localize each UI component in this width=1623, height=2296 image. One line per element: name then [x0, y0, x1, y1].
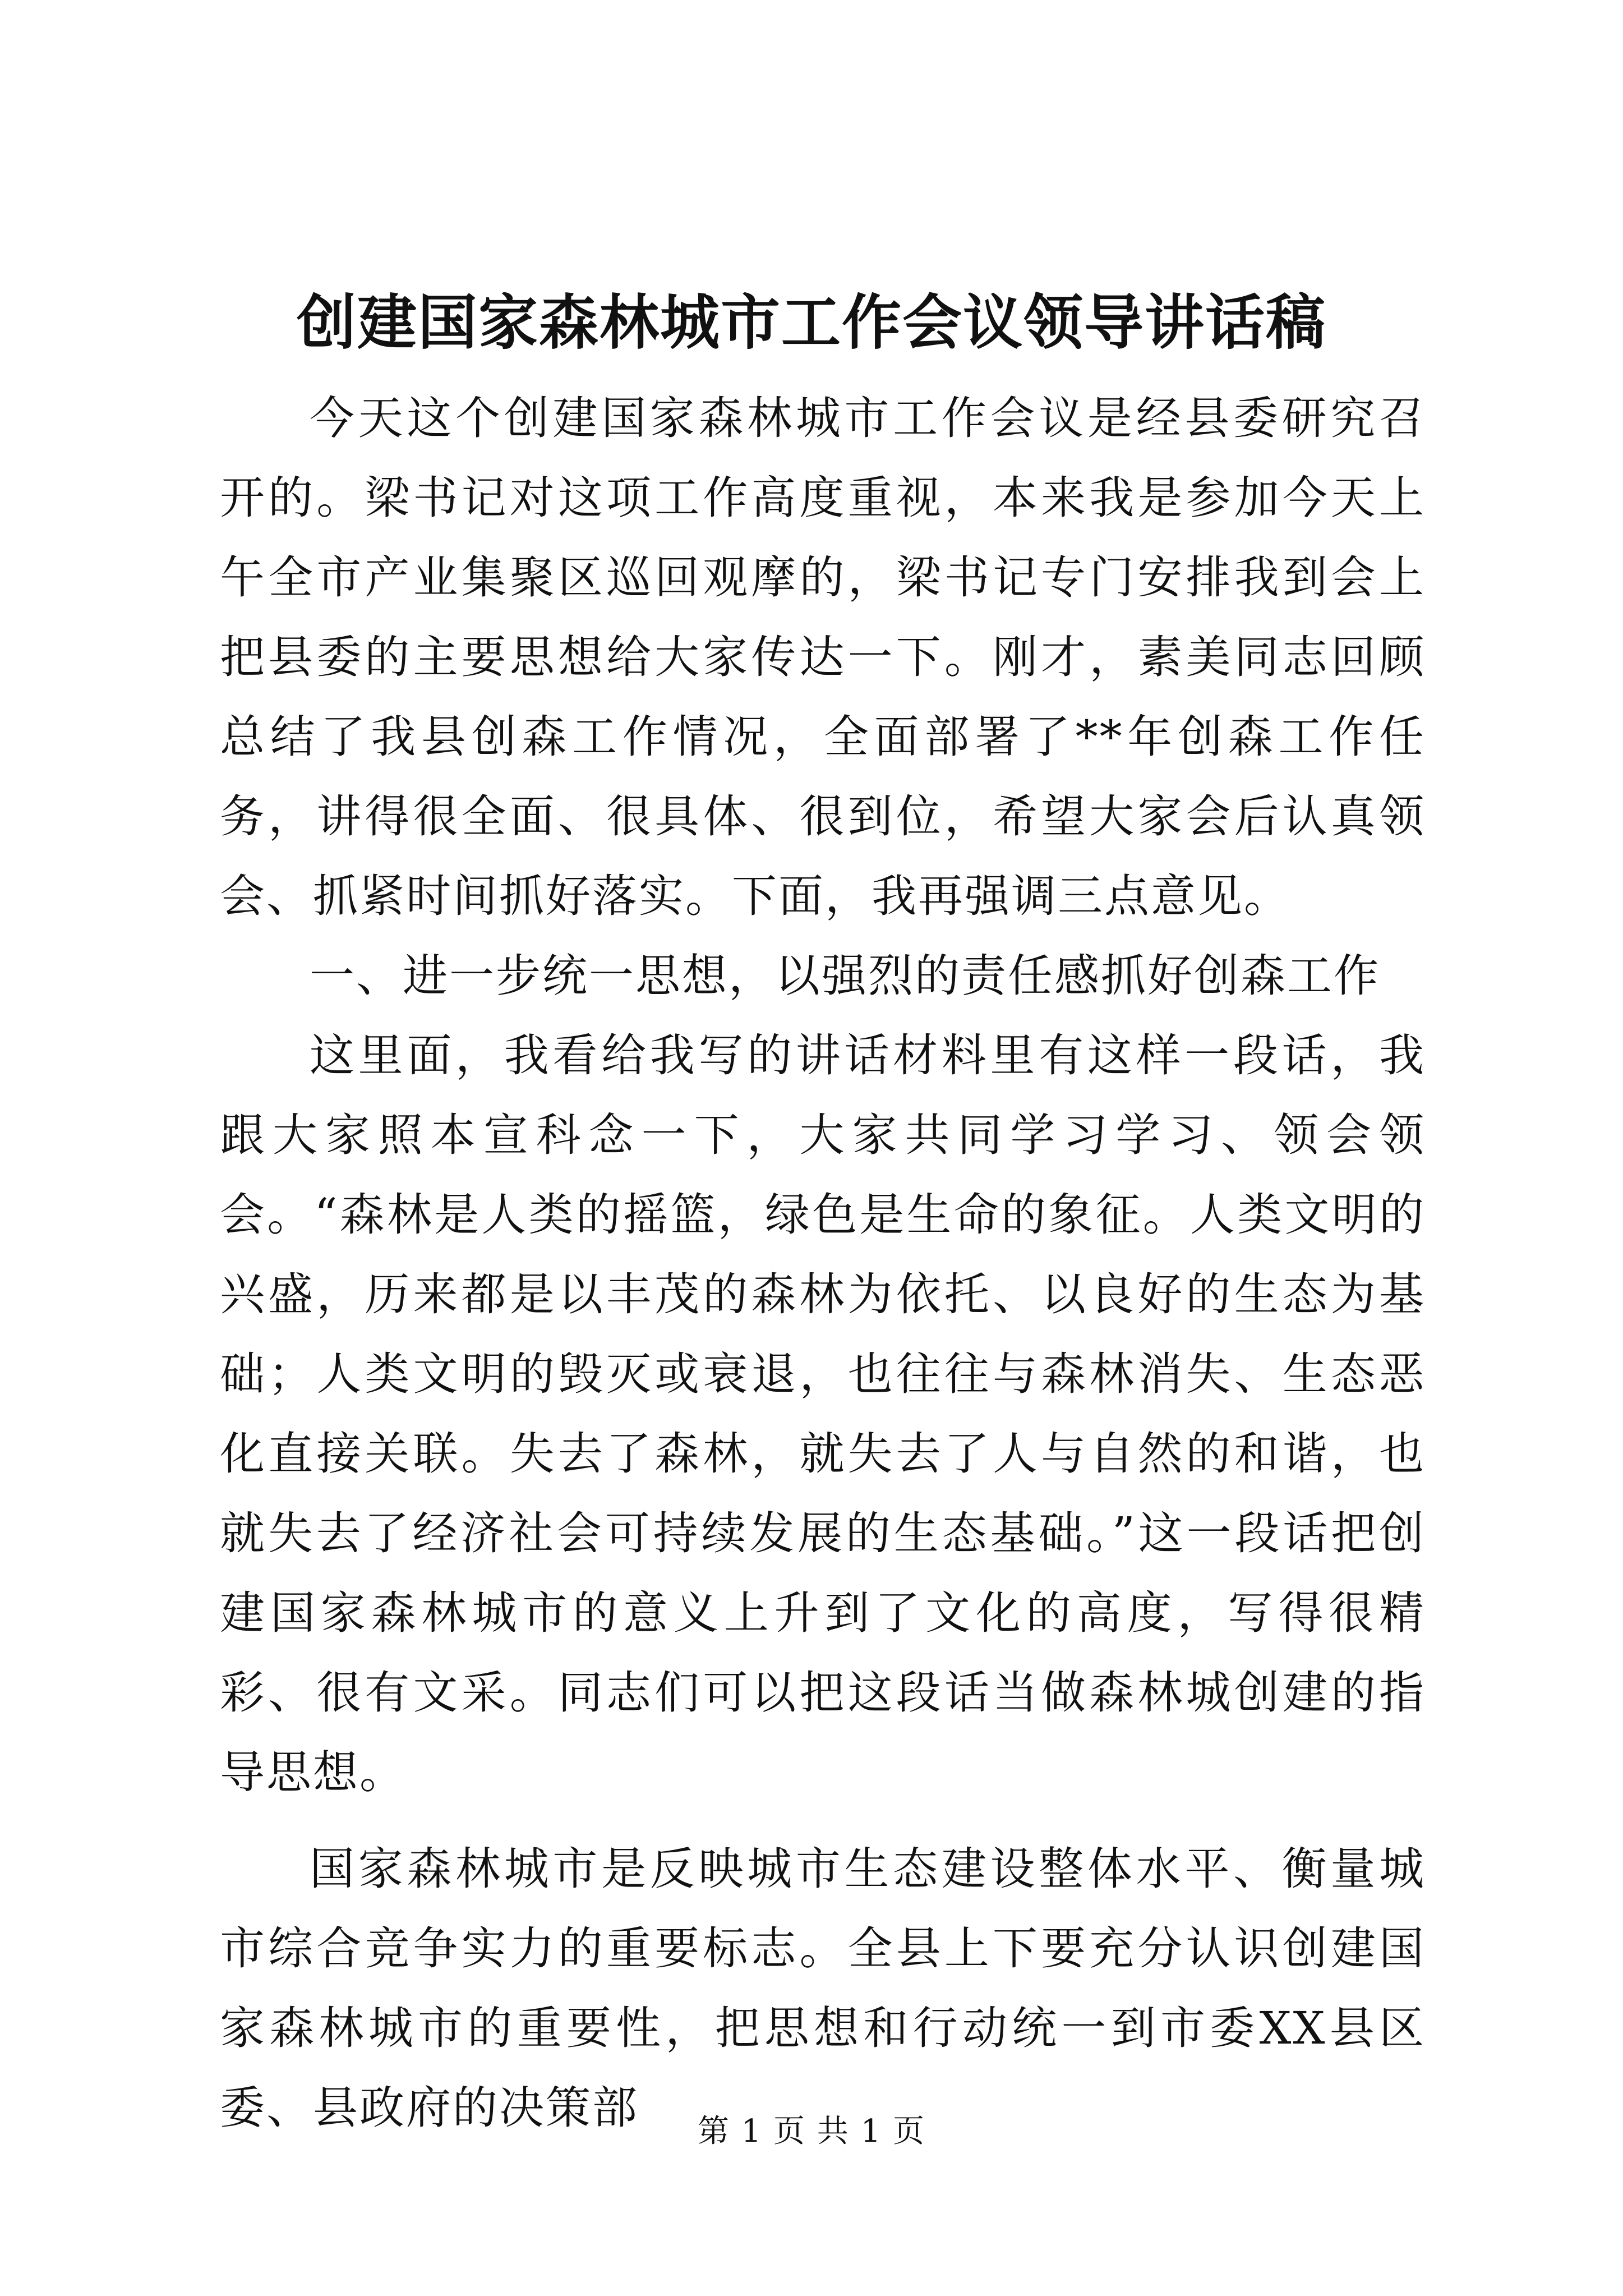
paragraph-spacer — [220, 1812, 1426, 1829]
section-heading-1: 一、进一步统一思想，以强烈的责任感抓好创森工作 — [310, 950, 1380, 1002]
paragraph-importance: 国家森林城市是反映城市生态建设整体水平、衡量城市综合竞争实力的重要标志。全县上下要充分认识创建国家森林城市的重要性，把思想和行动统一到市委XX县区委、县政府的决策部 — [220, 1843, 1426, 2134]
document-body — [220, 379, 1426, 2148]
page-footer: 第 1 页 共 1 页 — [697, 2113, 926, 2150]
document-title: 创建国家森林城市工作会议领导讲话稿 — [297, 287, 1326, 357]
paragraph-intro: 今天这个创建国家森林城市工作会议是经县委研究召开的。梁书记对这项工作高度重视，本来我是参加今天上午全市产业集聚区巡回观摩的，梁书记专门安排我到会上把县委的主要思想给大家传达一下。刚才，素美同志回顾总结了我县创森工作情况，全面部署了**年创森工作任务，讲得很全面、很具体、很到位，希望大家会后认真领会、抓紧时间抓好落实。下面，我再强调三点意见。 — [220, 392, 1426, 922]
paragraph-quote: 这里面，我看给我写的讲话材料里有这样一段话，我跟大家照本宣科念一下，大家共同学习学习、领会领会。“森林是人类的摇篮，绿色是生命的象征。人类文明的兴盛，历来都是以丰茂的森林为依托、以良好的生态为基础；人类文明的毁灭或衰退，也往往与森林消失、生态恶化直接关联。失去了森林，就失去了人与自然的和谐，也就失去了经济社会可持续发展的生态基础。”这一段话把创建国家森林城市的意义上升到了文化的高度，写得很精彩、很有文采。同志们可以把这段话当做森林城创建的指导思想。 — [220, 1029, 1426, 1798]
